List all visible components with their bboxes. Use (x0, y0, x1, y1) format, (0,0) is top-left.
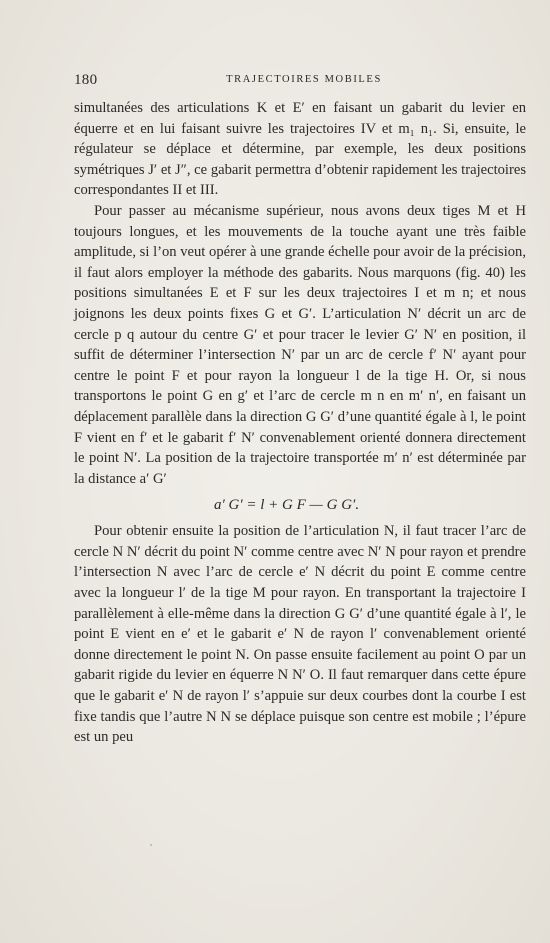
paragraph-1: simultanées des articulations K et E′ en faisant un gabarit du levier en équerre et en lui faisant suivre les trajectoires IV et m₁ n₁. Si, ensuite, le régulateur se déplace et détermine, par exemple, les deux positions symétriques J′ et J″, ce gabarit permettra d’obtenir rapidement les trajectoires correspondantes II et III. (74, 100, 526, 199)
body-text (74, 98, 526, 748)
page-number: 180 (74, 72, 98, 88)
paragraph-2: Pour passer au mécanisme supérieur, nous avons deux tiges M et H toujours longues, et les mouvements de la touche ayant une très faible amplitude, si l’on veut opérer à une grande échelle pour avoir de la précision, il faut alors employer la méthode des gabarits. Nous marquons (fig. 40) les positions simultanées E et F sur les deux trajectoires I et m n; et nous joignons les deux points fixes G et G′. L’articulation N′ décrit un arc de cercle p q autour du centre G′ et pour tracer le levier G′ N′ en position, il suffit de déterminer l’intersection N′ par un arc de cercle f′ N′ ayant pour centre le point F et pour rayon la longueur l de la tige H. Or, si nous transportons le point G en g′ et l’arc de cercle m n en m′ n′, en faisant un déplacement parallèle dans la direction G G′ d’une quantité égale à l, le point F vient en f′ et le gabarit f′ N′ convenablement orienté donnera directement le point N′. La position de la trajectoire transportée m′ n′ est déterminée par la distance a′ G′ (74, 202, 526, 487)
paper-speck (150, 844, 152, 846)
formula-block (74, 489, 526, 521)
running-title: TRAJECTOIRES MOBILES (226, 74, 382, 85)
paragraph-3: Pour obtenir ensuite la position de l’articulation N, il faut tracer l’arc de cercle N N′ décrit du point N′ comme centre avec N′ N pour rayon et prendre l’intersection N avec l’arc de cercle e′ N décrit du point E comme centre avec la longueur l′ de la tige M pour rayon. En transportant la trajectoire I parallèlement à elle-même dans la direction G G′ d’une quantité égale à l′, le point E vient en e′ et le gabarit e′ N de rayon l′ convenablement orienté donne directement le point N. On passe ensuite facilement au point O par un gabarit rigide du levier en équerre N N′ O. Il faut remarquer dans cette épure que le gabarit e′ N de rayon l′ s’appuie sur deux courbes dont la courbe I est fixe tandis que l’autre N N se déplace puisque son centre est mobile ; l’épure est un peu (74, 523, 526, 746)
running-head (74, 72, 526, 90)
formula: a′ G′ = l + G F — G G′. (214, 497, 360, 514)
